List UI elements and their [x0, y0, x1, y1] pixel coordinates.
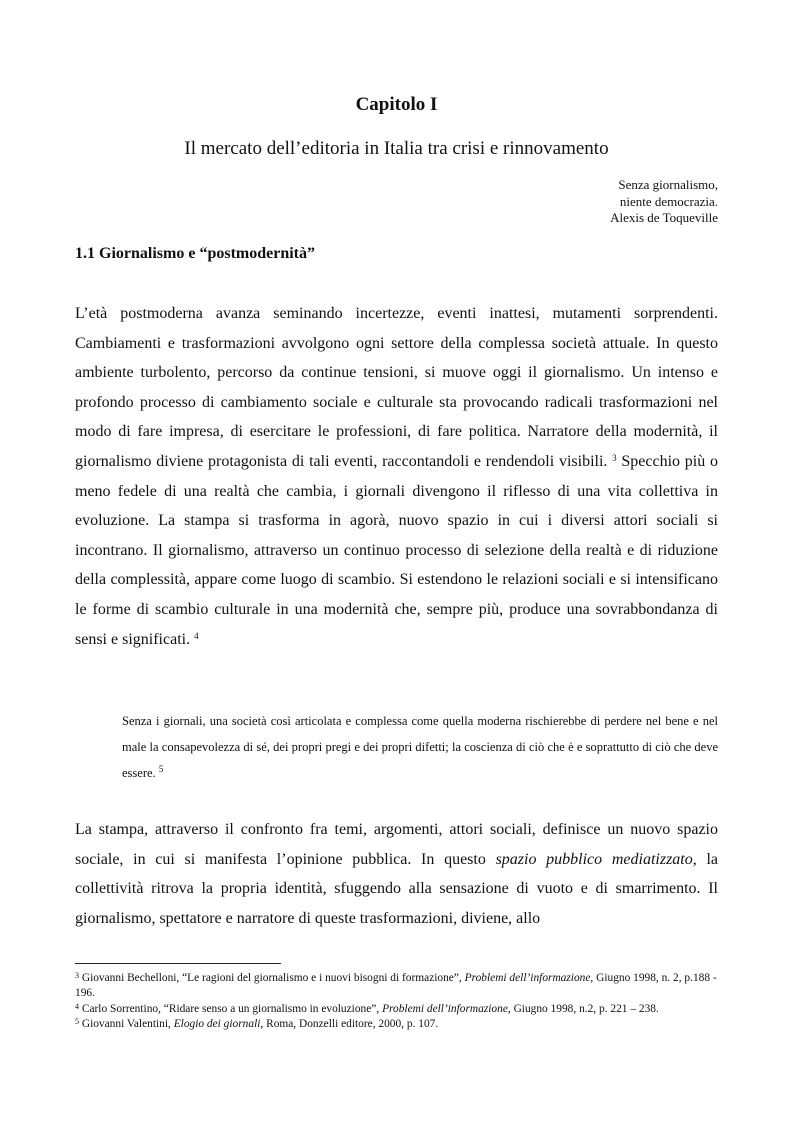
footnote-text: Carlo Sorrentino, “Ridare senso a un giornalismo in evoluzione”,	[79, 1002, 383, 1015]
epigraph-line: niente democrazia.	[619, 193, 718, 209]
block-quote	[122, 708, 718, 786]
footnote-text: , Roma, Donzelli editore, 2000, p. 107.	[260, 1018, 439, 1031]
footnote-separator	[75, 963, 281, 964]
footnote-reference: 4	[194, 630, 199, 641]
footnote-text: , Giugno 1998, n. 2, p.188 - 196.	[75, 972, 717, 1000]
chapter-title: Capitolo I	[355, 94, 438, 115]
footnote-number: 3	[75, 971, 79, 980]
footnote	[75, 971, 718, 1002]
epigraph-author: Alexis de Toqueville	[610, 210, 718, 225]
paragraph-text: L’età postmoderna avanza seminando incertezze, eventi inattesi, mutamenti sorprendenti. Cambiamenti e trasformazioni avvolgono ogni settore della complessa società attuale. In questo ambiente turbolento, percorso da continue tensioni, si muove oggi il giornalismo. Un intenso e profondo processo di cambiamento sociale e culturale sta provocando radicali trasformazioni nel modo di fare impresa, di esercitare le professioni, di fare politica. Narratore della modernità, il giornalismo diviene protagonista di tali eventi, raccontandoli e rendendoli visibili.	[75, 305, 718, 470]
body-paragraph	[75, 299, 718, 654]
quote-text: Senza i giornali, una società così articolata e complessa come quella moderna rischierebbe di perdere nel bene e nel male la consapevolezza di sé, dei propri pregi e dei propri difetti; la coscienza di ciò che è e soprattutto di ciò che deve essere.	[122, 714, 718, 780]
footnote-text: Giovanni Bechelloni, “Le ragioni del giornalismo e i nuovi bisogni di formazione”,	[79, 972, 465, 984]
chapter-subtitle: Il mercato dell’editoria in Italia tra crisi e rinnovamento	[184, 138, 609, 159]
paragraph-text: , la collettività ritrova la propria identità, sfuggendo alla sensazione di vuoto e di smarrimento. Il giornalismo, spettatore e narratore di queste trasformazioni, diviene, allo	[75, 850, 718, 927]
footnote-text: Giovanni Valentini,	[79, 1018, 174, 1031]
body-paragraph	[75, 815, 718, 933]
paragraph-text: Specchio più o meno fedele di una realtà che cambia, i giornali divengono il riflesso di una vita collettiva in evoluzione. La stampa si trasforma in agorà, nuovo spazio in cui i diversi attori sociali si incontrano. Il giornalismo, attraverso un continuo processo di selezione della realtà e di riduzione della complessità, appare come luogo di scambio. Si estendono le relazioni sociali e si intensificano le forme di scambio culturale in una modernità che, sempre più, produce una sovrabbondanza di sensi e significati.	[75, 452, 718, 648]
footnote-reference: 3	[612, 452, 617, 463]
footnote-title: Problemi dell’informazione	[382, 1002, 508, 1015]
footnote-reference: 5	[158, 764, 164, 774]
epigraph	[610, 177, 718, 227]
footnote	[75, 1017, 718, 1032]
footnotes	[75, 971, 718, 1033]
epigraph-line: Senza giornalismo,	[618, 177, 718, 192]
footnote-number: 4	[75, 1001, 79, 1011]
emphasized-text: spazio pubblico mediatizzato	[495, 850, 693, 868]
paragraph-text: La stampa, attraverso il confronto fra temi, argomenti, attori sociali, definisce un nuovo spazio sociale, in cui si manifesta l’opinione pubblica. In questo	[75, 821, 718, 868]
footnote-number: 5	[75, 1017, 79, 1027]
footnote-title: Problemi dell’informazione	[464, 972, 591, 984]
footnote-title: Elogio dei giornali	[173, 1018, 261, 1031]
footnote	[75, 1002, 718, 1017]
footnote-text: , Giugno 1998, n.2, p. 221 – 238.	[507, 1002, 659, 1015]
section-heading: 1.1 Giornalismo e “postmodernità”	[75, 245, 315, 262]
